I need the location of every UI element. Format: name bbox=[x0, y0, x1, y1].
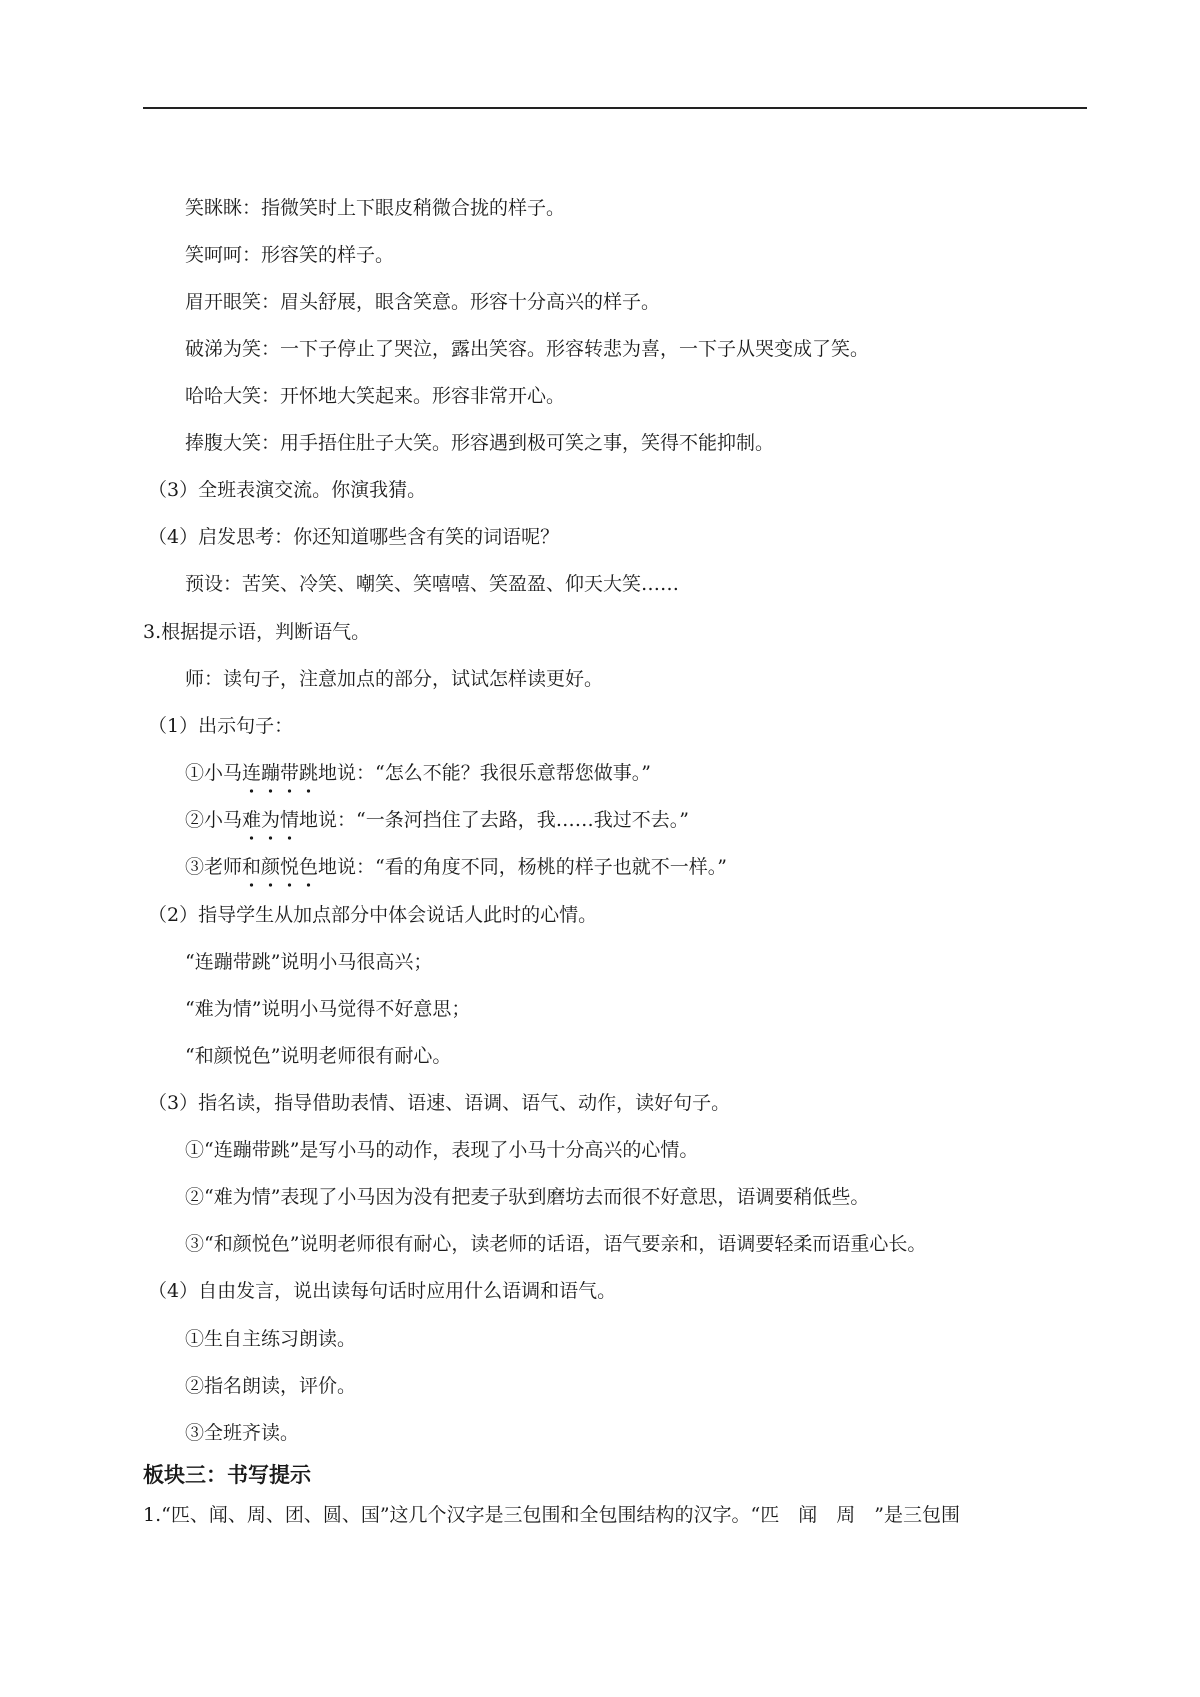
teacher-line: 师：读句子，注意加点的部分，试试怎样读更好。 bbox=[185, 668, 604, 690]
step-line: （4）自由发言，说出读每句话时应用什么语调和语气。 bbox=[148, 1280, 617, 1302]
explanation-line: “连蹦带跳”说明小马很高兴； bbox=[185, 951, 433, 973]
explanation-line: ①“连蹦带跳”是写小马的动作，表现了小马十分高兴的心情。 bbox=[185, 1139, 699, 1161]
definition-line: 眉开眼笑：眉头舒展，眼含笑意。形容十分高兴的样子。 bbox=[185, 291, 661, 313]
example-sentence: ①小马连蹦带跳地说：“怎么不能？我很乐意帮您做事。” bbox=[185, 762, 651, 784]
explanation-line: ③“和颜悦色”说明老师很有耐心，读老师的话语，语气要亲和，语调要轻柔而语重心长。 bbox=[185, 1233, 927, 1255]
step-line: （2）指导学生从加点部分中体会说话人此时的心情。 bbox=[148, 904, 598, 926]
step-line: （4）启发思考：你还知道哪些含有笑的词语呢？ bbox=[148, 526, 560, 548]
definition-line: 笑眯眯：指微笑时上下眼皮稍微合拢的样子。 bbox=[185, 197, 566, 219]
example-sentence: ②小马难为情地说：“一条河挡住了去路，我……我过不去。” bbox=[185, 809, 689, 831]
preset-line: 预设：苦笑、冷笑、嘲笑、笑嘻嘻、笑盈盈、仰天大笑…… bbox=[185, 573, 680, 595]
practice-line: ②指名朗读，评价。 bbox=[185, 1375, 357, 1397]
dotted-emphasis: 难为情 bbox=[242, 809, 300, 831]
section-item: 3.根据提示语，判断语气。 bbox=[143, 621, 371, 643]
definition-line: 破涕为笑：一下子停止了哭泣，露出笑容。形容转悲为喜，一下子从哭变成了笑。 bbox=[185, 338, 870, 360]
definition-line: 捧腹大笑：用手捂住肚子大笑。形容遇到极可笑之事，笑得不能抑制。 bbox=[185, 432, 775, 454]
definition-line: 哈哈大笑：开怀地大笑起来。形容非常开心。 bbox=[185, 385, 566, 407]
step-line: （3）全班表演交流。你演我猜。 bbox=[148, 479, 427, 501]
step-line: （1）出示句子： bbox=[148, 715, 294, 737]
dotted-emphasis: 连蹦带跳 bbox=[242, 762, 319, 784]
section-heading: 板块三：书写提示 bbox=[143, 1463, 311, 1487]
step-line: （3）指名读，指导借助表情、语速、语调、语气、动作，读好句子。 bbox=[148, 1092, 731, 1114]
explanation-line: ②“难为情”表现了小马因为没有把麦子驮到磨坊去而很不好意思，语调要稍低些。 bbox=[185, 1186, 870, 1208]
definition-line: 笑呵呵：形容笑的样子。 bbox=[185, 244, 395, 266]
dotted-emphasis: 和颜悦色 bbox=[242, 856, 319, 878]
explanation-line: “难为情”说明小马觉得不好意思； bbox=[185, 998, 471, 1020]
explanation-line: “和颜悦色”说明老师很有耐心。 bbox=[185, 1045, 452, 1067]
practice-line: ③全班齐读。 bbox=[185, 1422, 300, 1444]
example-sentence: ③老师和颜悦色地说：“看的角度不同，杨桃的样子也就不一样。” bbox=[185, 856, 727, 878]
writing-tip-line: 1.“匹、闻、周、团、圆、国”这几个汉字是三包围和全包围结构的汉字。“匹 闻 周 ”是三包围 bbox=[143, 1504, 960, 1526]
header-rule bbox=[143, 107, 1087, 109]
practice-line: ①生自主练习朗读。 bbox=[185, 1328, 357, 1350]
